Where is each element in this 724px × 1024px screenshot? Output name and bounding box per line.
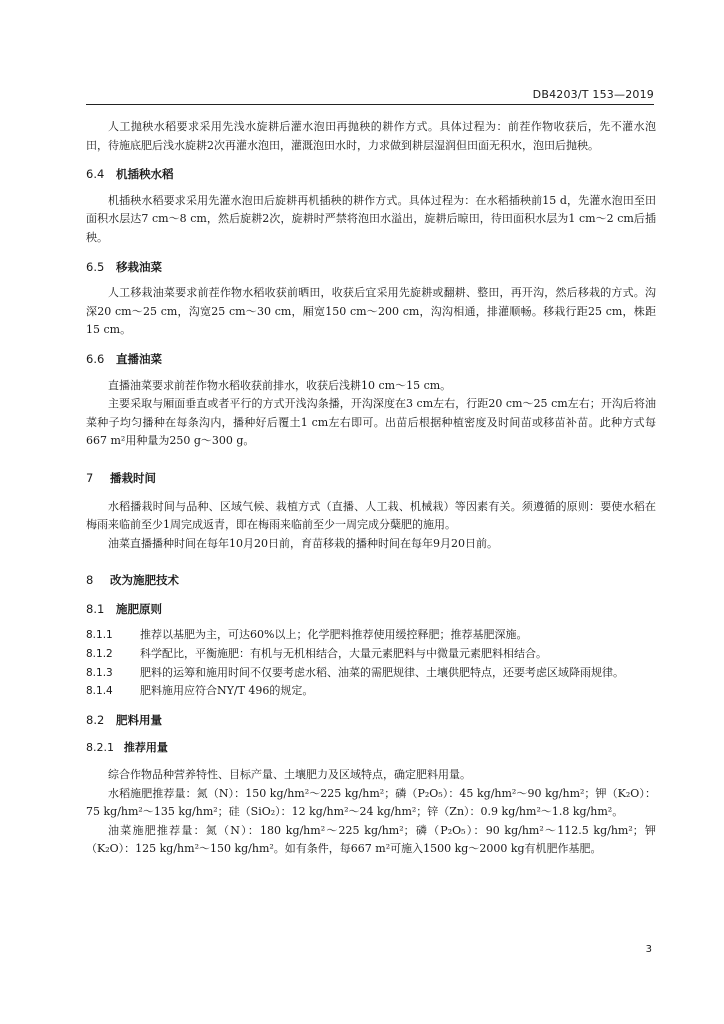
item-text: 肥料的运筹和施用时间不仅要考虑水稻、油菜的需肥规律、土壤供肥特点，还要考虑区域降雨规律。 [140,665,624,679]
item-text: 推荐以基肥为主，可达60%以上；化学肥料推荐使用缓控释肥；推荐基肥深施。 [140,628,528,642]
section-number: 6.4 [86,167,105,182]
section-7-paragraph-1: 水稻播栽时间与品种、区域气候、栽植方式（直播、人工栽、机械栽）等因素有关。须遵循的原则：要使水稻在梅雨来临前至少1周完成返青，即在梅雨来临前至少一周完成分蘖肥的施用。 [86,499,656,532]
section-title: 机插秧水稻 [116,167,174,182]
header-rule [86,104,654,105]
section-title: 推荐用量 [123,741,168,755]
section-8-2-1-paragraph-3: 油菜施肥推荐量：氮（N）：180 kg/hm²～225 kg/hm²；磷（P₂O₅）：90 kg/hm²～112.5 kg/hm²；钾（K₂O）：125 kg/hm²～150 kg/hm²。如有条件，每667 m²可施入1500 kg～2000 kg有机肥作基肥。 [86,823,656,856]
section-8-1-heading [86,600,656,619]
section-title: 肥料用量 [116,712,163,727]
section-title: 直播油菜 [116,351,163,366]
item-number: 8.1.3 [86,666,113,679]
intro-paragraph: 人工抛秧水稻要求采用先浅水旋耕后灌水泡田再抛秧的耕作方式。具体过程为：前茬作物收获后，先不灌水泡田，待施底肥后浅水旋耕2次再灌水泡田，灌溉泡田水时，力求做到耕层湿润但田面无积水，泡田后抛秧。 [86,120,656,152]
section-title: 改为施肥技术 [110,573,180,588]
section-title: 移栽油菜 [116,259,163,274]
section-6-4-paragraph: 机插秧水稻要求采用先灌水泡田后旋耕再机插秧的耕作方式。具体过程为：在水稻插秧前15 d，先灌水泡田至田面积水层达7 cm～8 cm，然后旋耕2次，旋耕时严禁将泡田水溢出，旋耕后晾田，待田面积水层为1 cm～2 cm后插秧。 [86,193,656,244]
section-6-5-heading [86,258,656,277]
list-item [86,664,656,683]
section-8-2-heading [86,711,656,730]
section-6-6-heading [86,350,656,369]
document-body [86,118,656,859]
section-title: 播栽时间 [110,470,157,485]
section-number: 6.5 [86,259,105,274]
item-number: 8.1.2 [86,648,113,661]
list-item [86,626,656,645]
section-6-5-paragraph: 人工移栽油菜要求前茬作物水稻收获前晒田，收获后宜采用先旋耕或翻耕、整田，再开沟，然后移栽的方式。沟深20 cm～25 cm，沟宽25 cm～30 cm，厢宽150 cm～200 cm，沟沟相通，排灌顺畅。移栽行距25 cm，株距15 cm。 [86,286,656,337]
page-number: 3 [645,944,652,955]
list-item [86,682,656,701]
item-number: 8.1.1 [86,629,113,642]
section-6-6-paragraph-2: 主要采取与厢面垂直或者平行的方式开浅沟条播，开沟深度在3 cm左右，行距20 cm～25 cm左右；开沟后将油菜种子均匀播种在每条沟内，播种好后覆土1 cm左右即可。出苗后根据种植密度及时间苗或移苗补苗。此种方式每667 m²用种量为250 g～300 g。 [86,397,656,448]
section-number: 8 [86,573,94,588]
section-8-2-1-paragraph-2: 水稻施肥推荐量：氮（N）：150 kg/hm²～225 kg/hm²；磷（P₂O₅）：45 kg/hm²～90 kg/hm²；钾（K₂O）：75 kg/hm²～135 kg/hm²；硅（SiO₂）：12 kg/hm²～24 kg/hm²；锌（Zn）：0.9 kg/hm²～1.8 kg/hm²。 [86,786,656,819]
list-item [86,645,656,664]
section-7-paragraph-2: 油菜直播播种时间在每年10月20日前，育苗移栽的播种时间在每年9月20日前。 [108,536,498,550]
document-code: DB4203/T 153—2019 [532,88,654,101]
item-number: 8.1.4 [86,685,113,698]
item-text: 肥料施用应符合NY/T 496的规定。 [140,684,314,698]
section-number: 8.2 [86,712,105,727]
section-number: 6.6 [86,351,105,366]
section-6-6-paragraph-1: 直播油菜要求前茬作物水稻收获前排水，收获后浅耕10 cm～15 cm。 [108,378,452,392]
section-6-4-heading [86,165,656,184]
section-title: 施肥原则 [116,601,163,616]
section-8-2-1-paragraph-1: 综合作物品种营养特性、目标产量、土壤肥力及区域特点，确定肥料用量。 [108,768,471,782]
section-7-heading [86,469,656,488]
section-number: 8.1 [86,601,105,616]
section-8-2-1-heading [86,739,656,758]
section-8-heading [86,571,656,590]
section-number: 7 [86,470,94,485]
section-number: 8.2.1 [86,741,114,755]
item-text: 科学配比，平衡施肥：有机与无机相结合，大量元素肥料与中微量元素肥料相结合。 [140,647,547,661]
